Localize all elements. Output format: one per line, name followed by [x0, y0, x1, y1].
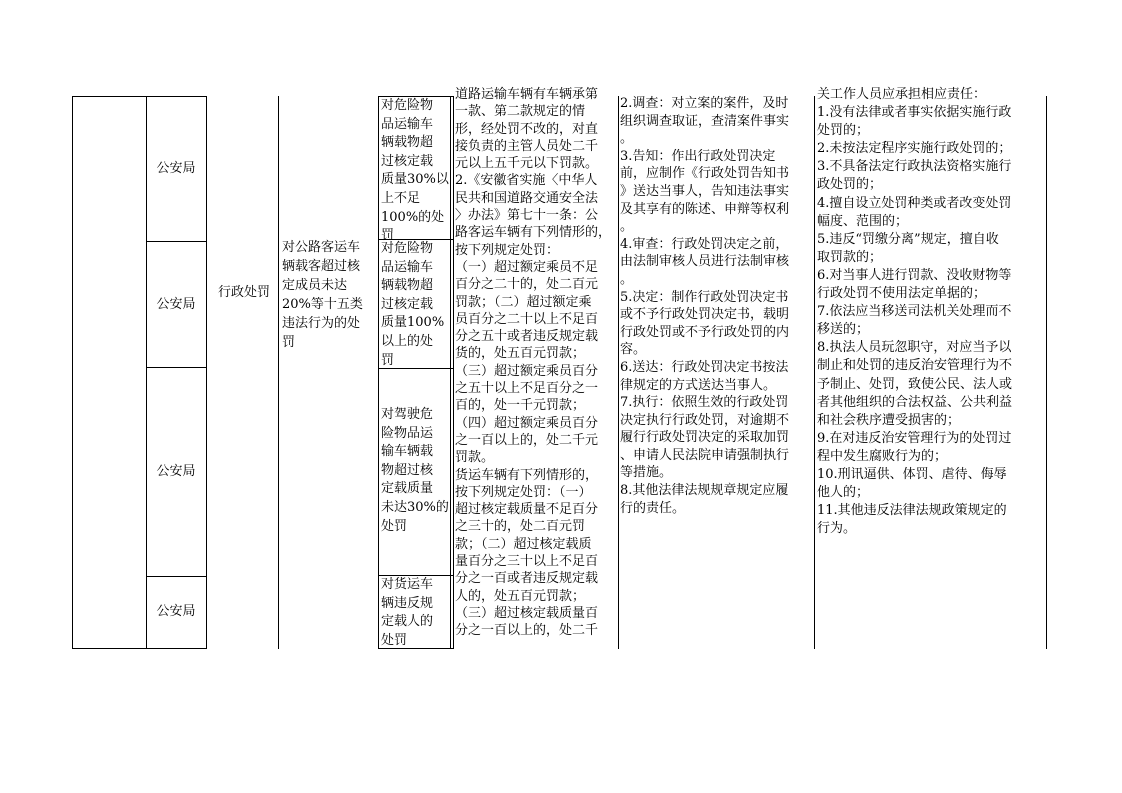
legal-basis-cell [455, 86, 617, 648]
power-name-cell: 对公路客运车 辆载客超过核 定成员未达 20%等十五类 违法行为的处 罚 [282, 240, 363, 350]
agency-cell-3: 公安局 [156, 464, 196, 479]
agency-cell-1: 公安局 [156, 161, 196, 176]
liability-cell [817, 86, 1045, 648]
col-divider-5 [453, 96, 454, 649]
col-divider-2 [206, 96, 207, 649]
liability-text: 关工作人员应承担相应责任： 1.没有法律或者事实依据实施行政 处罚的； 2.未按法定程序实施行政处罚的； 3.不具备法定行政执法资格实施行 政处罚的； 4.擅自设立处罚种类或者改变处罚 幅度、范围的； 5.违反“罚缴分离”规定，擅自收 取罚款的； 6.对当事人进行罚款、没收财物等 行政处罚不使用法定单据的； 7.依法应当移送司法机关处理而不 移送的； 8.执法人员玩忽职守，对应当予以 制止和处罚的违反治安管理行为不 予制止、处罚，致使公民、法人或 者其他组织的合法权益、公共利益 和社会秩序遭受损害的； 9.在对违反治安管理行为的处罚过 程中发生腐败行为的； 10.刑讯逼供、体罚、虐待、侮辱 他人的； 11.其他违反法律法规政策规定的 行为。 [817, 87, 1013, 537]
col-divider-4 [378, 96, 379, 649]
row-divider-1 [146, 241, 207, 242]
legal-basis-text: 道路运输车辆有车辆承第 一款、第二款规定的情 形，经处罚不改的，对直 接负责的主管人员处二千 元以上五千元以下罚款。 2.《安徽省实施〈中华人 民共和国道路交通安全法 〉办法》第七十一条：公 路客运车辆有下列情形的， 按下列规定处罚： （一）超过额定乘员不足 百分之二十的，处二百元 罚款；（二）超过额定乘 员百分之二十以上不足百 分之五十或者违反规定载 货的，处五百元罚款； （三）超过额定乘员百分 之五十以上不足百分之一 百的，处一千元罚款； （四）超过额定乘员百分 之一百以上的，处二千元 罚款。 货运车辆有下列情形的， 按下列规定处罚：（一） 超过核定载质量不足百分 之三十的，处二百元罚 款；（二）超过核定载质 量百分之三十以上不足百 分之一百或者违反规定载 人的，处五百元罚款； （三）超过核定载质量百 分之一百以上的，处二千 [455, 87, 612, 639]
col-divider-1 [146, 96, 147, 649]
col-divider-6 [618, 96, 619, 649]
sub-item-cell-1: 对危险物 品运输车 辆载物超 过核定载 质量30%以 上不足 100%的处 罚 [381, 98, 449, 244]
row-divider-3 [146, 576, 207, 577]
sub-item-cell-4: 对货运车 辆违反规 定载人的 处罚 [381, 577, 434, 648]
table-top-border-col1-3 [72, 96, 207, 97]
col-divider-7 [814, 96, 815, 649]
table-bottom-border [72, 648, 207, 649]
col-divider-3 [278, 96, 279, 649]
table-left-border [72, 96, 73, 649]
col-divider-8 [1046, 96, 1047, 649]
power-type-cell: 行政处罚 [217, 285, 270, 300]
sub-item-cell-3: 对驾驶危 险物品运 输车辆载 物超过核 定载质量 未达30%的 处罚 [381, 407, 449, 534]
process-text: 2.调查：对立案的案件，及时 组织调查取证，查清案件事实 。 3.告知：作出行政处罚决定 前，应制作《行政处罚告知书 》送达当事人，告知违法事实 及其享有的陈述、申辩等权利 。 4.审查：行政处罚决定之前， 由法制审核人员进行法制审核 。 5.决定：制作行政处罚决定书 或不予行政处罚决定书，载明 行政处罚或不予行政处罚的内 容。 6.送达：行政处罚决定书按法 律规定的方式送达当事人。 7.执行：依照生效的行政处罚 决定执行行政处罚，对逾期不 履行行政处罚决定的采取加罚 、申请人民法院申请强制执行 等措施。 8.其他法律法规规章规定应履 行的责任。 [620, 96, 790, 516]
agency-cell-4: 公安局 [156, 604, 196, 619]
sub-item-cell-2: 对危险物 品运输车 辆载物超 过核定载 质量100% 以上的处 罚 [381, 241, 445, 368]
row-divider-2 [146, 367, 207, 368]
process-cell [620, 95, 814, 648]
agency-cell-2: 公安局 [156, 297, 196, 312]
